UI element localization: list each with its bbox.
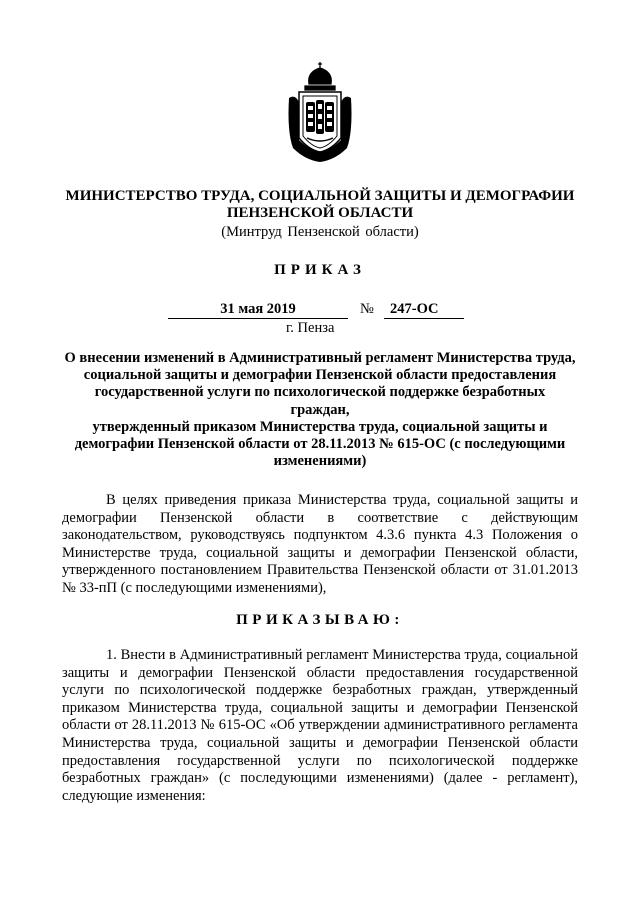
ministry-name-line-1: МИНИСТЕРСТВО ТРУДА, СОЦИАЛЬНОЙ ЗАЩИТЫ И ДЕМОГРАФИИ [65, 188, 575, 204]
ministry-name-line-2: ПЕНЗЕНСКОЙ ОБЛАСТИ [226, 205, 414, 221]
subject-line: демографии Пензенской области от 28.11.2013 № 615-ОС (с последующими [74, 436, 566, 453]
subject-line: государственной услуги по психологической поддержке безработных граждан, [94, 384, 546, 418]
ministry-name [0, 188, 640, 222]
order-date: 31 мая 2019 [168, 301, 348, 319]
decree-heading: ПРИКАЗЫВАЮ: [236, 612, 404, 628]
order-subject [64, 350, 576, 470]
ministry-short-name: (Минтруд Пензенской области) [221, 224, 419, 240]
subject-line: О внесении изменений в Административный регламент Министерства труда, [64, 350, 576, 366]
number-sign: № [360, 301, 374, 317]
preamble-paragraph: В целях приведения приказа Министерства труда, социальной защиты и демографии Пензенской области в соответствие с действующим законодательством, руководствуясь подпунктом 4.3.6 пункта 4.3 Положения о Министерстве труда, социальной защиты и демографии Пензенской области, утвержденного постановлением Правительства Пензенской области от 31.01.2013 № 33-пП (с последующими изменениями), [62, 492, 578, 596]
subject-line: социальной защиты и демографии Пензенской области предоставления [83, 367, 557, 384]
order-city: г. Пенза [286, 320, 335, 336]
subject-line: изменениями) [273, 453, 367, 470]
item-1-paragraph: 1. Внести в Административный регламент Министерства труда, социальной защиты и демографии Пензенской области предоставления государственной услуги по психологической поддержке безработных граждан, утвержденный приказом Министерства труда, социальной защиты и демографии Пензенской области от 28.11.2013 № 615-ОС «Об утверждении административного регламента Министерства труда, социальной защиты и демографии Пензенской области предоставления государственной услуги по психологической поддержке безработных граждан» (с последующими изменениями) (далее - регламент), следующие изменения: [62, 647, 578, 804]
order-number: 247-ОС [384, 301, 464, 319]
coat-of-arms-icon [285, 62, 355, 164]
subject-line: утвержденный приказом Министерства труда, социальной защиты и [92, 418, 548, 435]
order-title: ПРИКАЗ [274, 262, 366, 278]
